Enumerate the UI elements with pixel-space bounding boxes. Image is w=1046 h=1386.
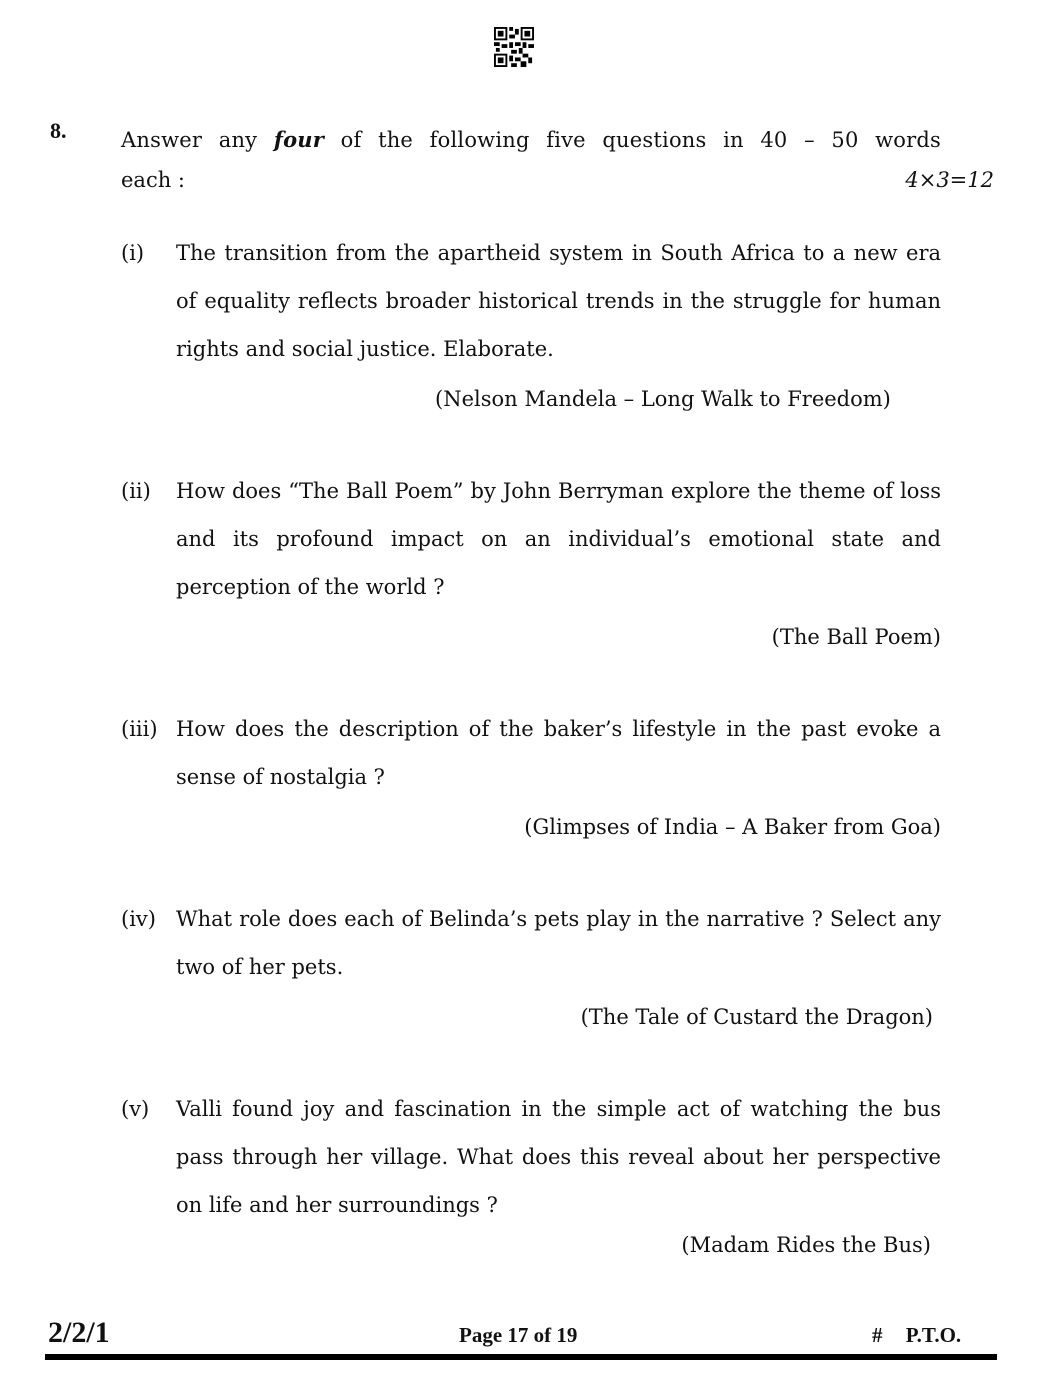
instruction-continuation: each : <box>121 168 185 192</box>
subquestion-source: (Nelson Mandela – Long Walk to Freedom) <box>435 387 891 411</box>
subquestion-text: How does the description of the baker’s lifestyle in the past evoke a sense of nostalgia ? <box>176 717 941 789</box>
subquestion-label: (iv) <box>121 907 156 931</box>
subquestion-text: What role does each of Belinda’s pets play in the narrative ? Select any two of her pets. <box>176 907 941 979</box>
pto-label: P.T.O. <box>905 1323 962 1347</box>
paper-code: 2/2/1 <box>48 1316 110 1349</box>
instruction-emphasis: four <box>273 127 325 152</box>
subquestion-text: Valli found joy and fascination in the simple act of watching the bus pass through her village. What does this reveal about her perspective on life and her surroundings ? <box>176 1097 941 1217</box>
question-instruction <box>121 116 941 164</box>
qr-code-icon <box>494 27 534 67</box>
question-number: 8. <box>50 118 67 143</box>
subquestion-source: (The Ball Poem) <box>771 625 941 649</box>
instruction-text: of the following five questions in 40 – 50 words <box>324 128 941 152</box>
footer-right <box>872 1323 961 1348</box>
subquestion-label: (ii) <box>121 479 151 503</box>
marks-allocation: 4×3=12 <box>905 168 994 192</box>
subquestion-source: (The Tale of Custard the Dragon) <box>580 1005 933 1029</box>
subquestion-text: How does “The Ball Poem” by John Berryman explore the theme of loss and its profound impact on an individual’s emotional state and perception of the world ? <box>176 479 941 599</box>
hash-mark: # <box>872 1323 883 1347</box>
subquestion-text: The transition from the apartheid system in South Africa to a new era of equality reflects broader historical trends in the struggle for human rights and social justice. Elaborate. <box>176 241 941 361</box>
page-number: Page 17 of 19 <box>459 1323 578 1347</box>
subquestion-label: (iii) <box>121 717 158 741</box>
subquestion-label: (v) <box>121 1097 150 1121</box>
subquestion-source: (Glimpses of India – A Baker from Goa) <box>524 815 941 839</box>
subquestion-label: (i) <box>121 241 145 265</box>
subquestion-source: (Madam Rides the Bus) <box>681 1233 931 1257</box>
footer-rule <box>45 1354 997 1360</box>
instruction-text: Answer any <box>121 128 274 152</box>
